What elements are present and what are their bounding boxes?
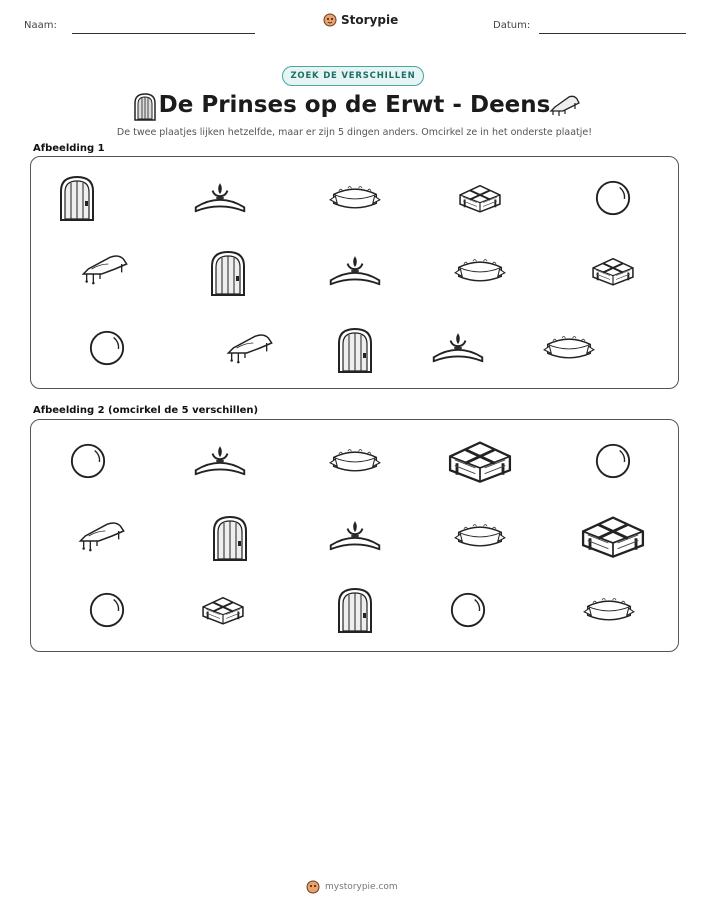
crown-icon (192, 179, 248, 217)
hay-bale-icon (457, 181, 503, 215)
hay-bale-icon (590, 254, 636, 288)
cushion-icon (542, 332, 596, 364)
door-icon[interactable] (212, 515, 248, 561)
cushion-icon (453, 255, 507, 287)
slipper-icon (225, 329, 275, 367)
footer (306, 880, 398, 894)
storypie-mascot-icon (323, 13, 337, 27)
date-label: Datum: (493, 20, 531, 31)
door-icon[interactable] (337, 587, 373, 633)
pea-icon[interactable] (69, 442, 107, 480)
name-label: Naam: (24, 20, 57, 31)
date-field[interactable] (539, 33, 686, 34)
crown-icon (430, 329, 486, 367)
door-icon (337, 327, 373, 373)
pea-icon[interactable] (449, 591, 487, 629)
cushion-icon[interactable] (453, 520, 507, 552)
instructions: De twee plaatjes lijken hetzelfde, maar er zijn 5 dingen anders. Omcirkel ze in het onderste plaatje! (116, 127, 593, 138)
door-icon (210, 250, 246, 296)
cushion-icon (328, 182, 382, 214)
slipper-icon (549, 93, 581, 119)
picture2-label: Afbeelding 2 (omcirkel de 5 verschillen) (33, 405, 259, 416)
storypie-mascot-icon (306, 880, 320, 894)
hay-bale-icon[interactable] (578, 513, 648, 559)
hay-bale-icon[interactable] (200, 593, 246, 627)
activity-badge: ZOEK DE VERSCHILLEN (282, 66, 424, 86)
name-field[interactable] (72, 33, 255, 34)
hay-bale-icon[interactable] (444, 438, 516, 484)
brand-logo (323, 13, 398, 27)
pea-icon (594, 179, 632, 217)
footer-url: mystorypie.com (325, 882, 398, 892)
pea-icon (88, 329, 126, 367)
cushion-icon[interactable] (328, 445, 382, 477)
pea-icon[interactable] (88, 591, 126, 629)
crown-icon[interactable] (327, 517, 383, 555)
slipper-icon (80, 250, 130, 288)
page-title: De Prinses op de Erwt - Deens (158, 92, 551, 118)
picture1-label: Afbeelding 1 (33, 143, 105, 154)
slipper-icon[interactable] (77, 517, 127, 555)
door-icon (59, 175, 95, 221)
pea-icon[interactable] (594, 442, 632, 480)
brand-name: Storypie (341, 13, 399, 27)
cushion-icon[interactable] (582, 594, 636, 626)
crown-icon[interactable] (192, 442, 248, 480)
crown-icon (327, 252, 383, 290)
